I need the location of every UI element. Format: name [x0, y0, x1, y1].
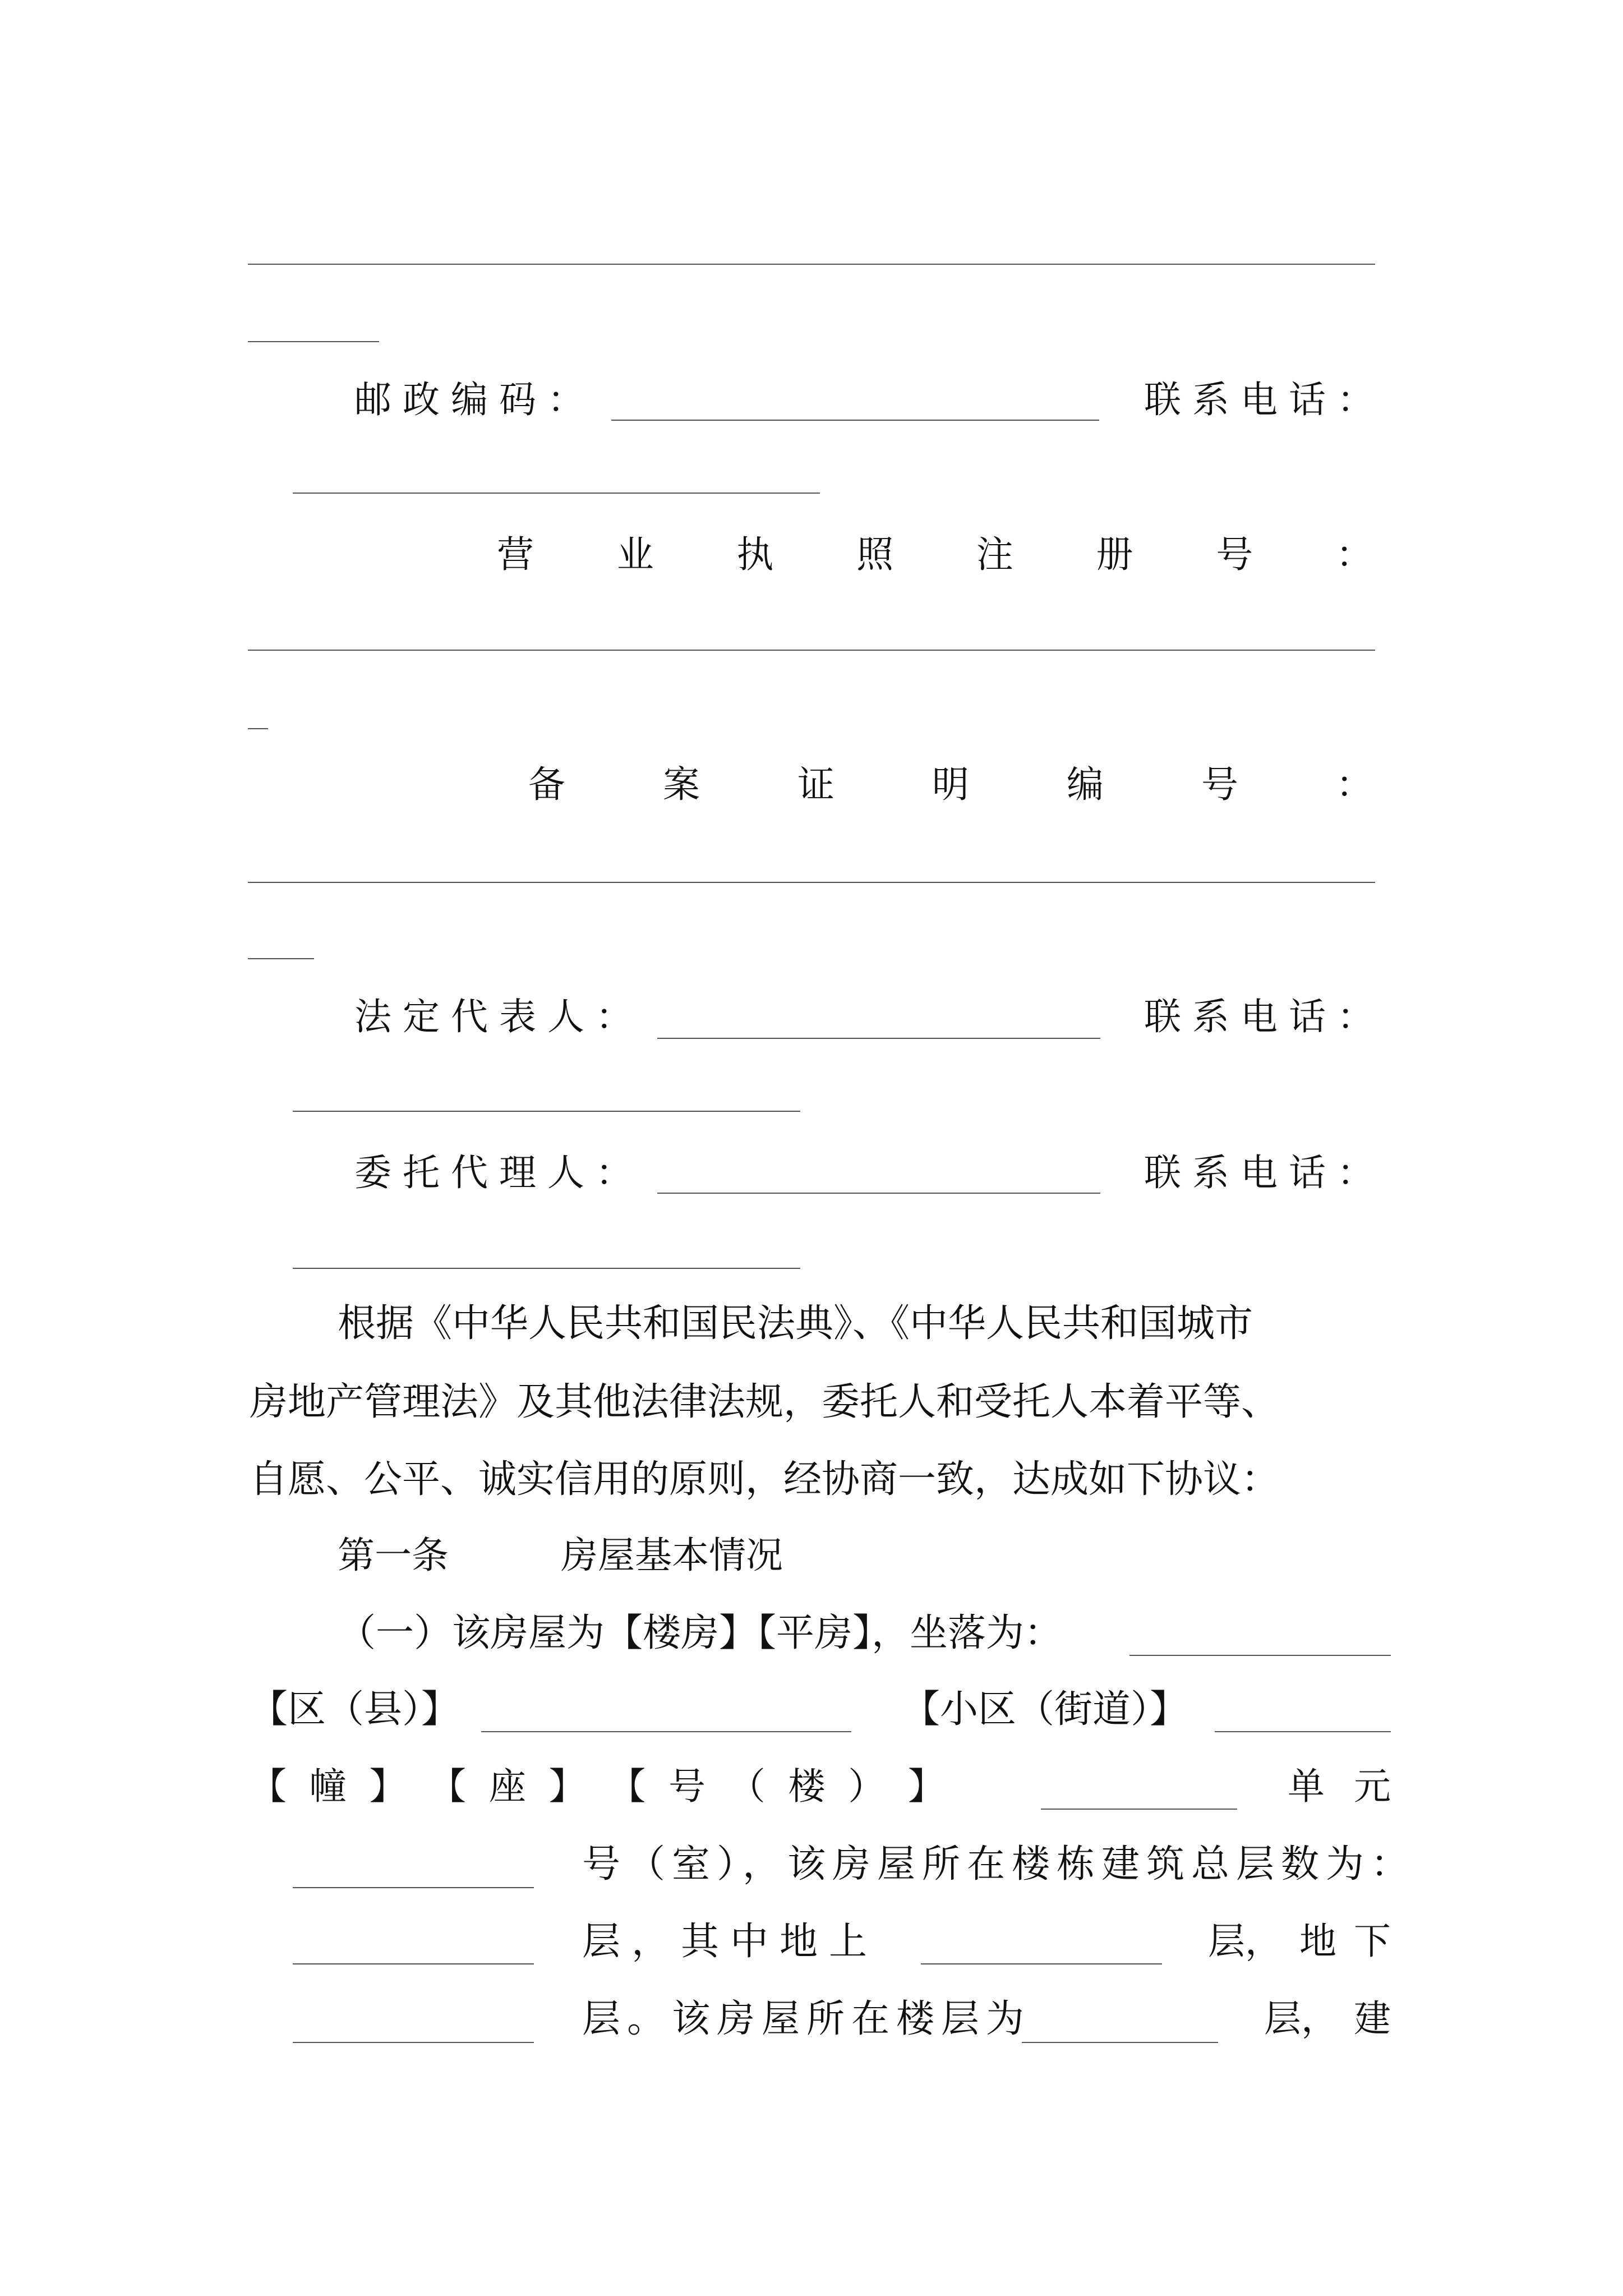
address-blank-line — [248, 264, 1375, 265]
postal-code-label: 邮政编码： — [354, 378, 596, 421]
preamble-line-3: 自愿、公平、诚实信用的原则，经协商一致，达成如下协议： — [250, 1457, 1280, 1502]
business-license-blank[interactable] — [248, 650, 1375, 651]
legal-representative-blank[interactable] — [657, 1038, 1100, 1039]
authorized-agent-phone-label: 联系电话： — [1144, 1151, 1385, 1194]
business-license-blank-end[interactable] — [248, 728, 268, 729]
located-floor-blank[interactable] — [1022, 2042, 1218, 2043]
building-number-blank[interactable] — [1041, 1809, 1237, 1810]
above-ground-text: 层，其中地上 — [582, 1920, 879, 1964]
community-label: 【小区（街道）】 — [902, 1687, 1188, 1732]
phone-blank[interactable] — [293, 493, 820, 494]
legal-representative-phone-label: 联系电话： — [1144, 995, 1385, 1038]
business-license-label: 营 业 执 照 注 册 号 ： — [497, 533, 1373, 576]
preamble-line-1: 根据《中华人民共和国民法典》、《中华人民共和国城市 — [338, 1301, 1253, 1346]
building-label: 【 幢 】 【 座 】 【 号 （ 楼 ） 】 — [250, 1765, 945, 1808]
authorized-agent-blank[interactable] — [657, 1193, 1100, 1194]
article-1-number: 第一条 — [338, 1534, 449, 1577]
authorized-agent-phone-blank[interactable] — [293, 1268, 800, 1269]
unit-label: 单 元 — [1288, 1765, 1391, 1808]
district-label: 【区（县）】 — [250, 1687, 460, 1732]
underground-label: 层， 地 下 — [1208, 1920, 1391, 1963]
room-total-floors-text: 号（室），该房屋所在楼栋建筑总层数为： — [582, 1842, 1416, 1887]
authorized-agent-label: 委托代理人： — [354, 1151, 644, 1194]
postal-code-blank[interactable] — [611, 420, 1099, 421]
district-blank[interactable] — [481, 1731, 851, 1732]
floor-located-text: 层。该房屋所在楼层为 — [582, 1997, 1031, 2041]
above-ground-floors-blank[interactable] — [921, 1963, 1162, 1964]
unit-number-blank[interactable] — [293, 1887, 534, 1888]
filing-certificate-label: 备 案 证 明 编 号 ： — [528, 763, 1373, 806]
phone-label: 联系电话： — [1144, 378, 1385, 421]
address-blank-line-end — [248, 341, 379, 342]
legal-representative-phone-blank[interactable] — [293, 1111, 800, 1112]
legal-representative-label: 法定代表人： — [354, 995, 644, 1038]
preamble-line-2: 房地产管理法》及其他法律法规，委托人和受托人本着平等、 — [250, 1380, 1280, 1424]
underground-floors-blank[interactable] — [293, 2042, 534, 2043]
article-1-title: 房屋基本情况 — [561, 1534, 783, 1577]
community-blank[interactable] — [1215, 1731, 1391, 1732]
total-floors-blank[interactable] — [293, 1963, 534, 1964]
filing-certificate-blank[interactable] — [248, 882, 1375, 883]
build-label: 层， 建 — [1264, 1997, 1391, 2040]
filing-certificate-blank-end[interactable] — [248, 958, 314, 959]
item-1-location-prefix: （一）该房屋为【楼房】【平房】，坐落为： — [338, 1611, 1063, 1655]
city-blank[interactable] — [1129, 1655, 1391, 1656]
